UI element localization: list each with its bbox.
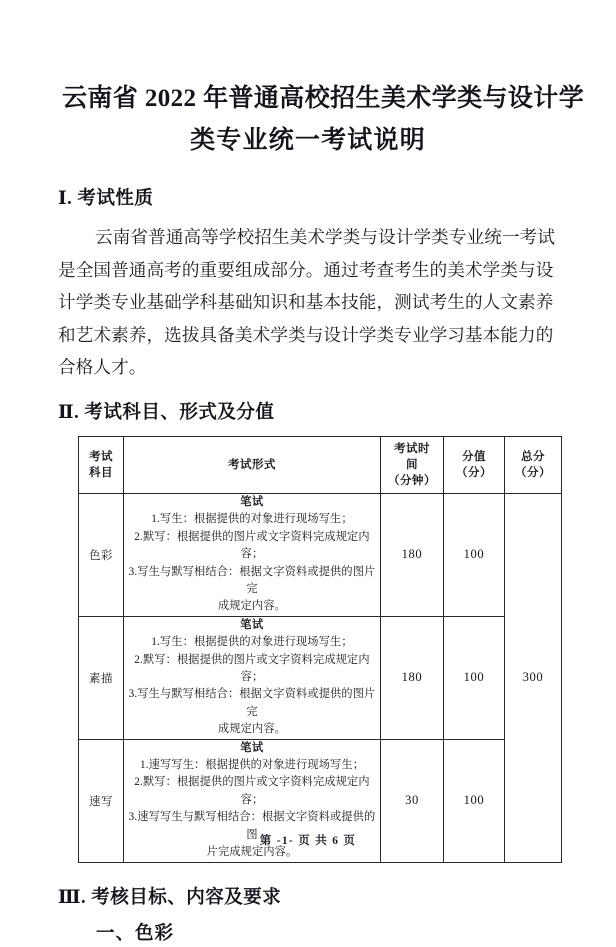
column-header-form (124, 436, 381, 493)
cell-score: 100 (444, 493, 505, 616)
form-item: 成规定内容。 (217, 723, 287, 736)
cell-time: 180 (381, 616, 444, 739)
subsection-heading-color: 一、色彩 (96, 923, 175, 944)
paragraph-line: 和艺术素养，选拔具备美术学类与设计学类专业学习基本能力的 (58, 324, 554, 345)
form-item: 3.写生与默写相结合：根据文字资料或提供的图片完 (128, 565, 376, 595)
section-heading-2: Ⅱ. 考试科目、形式及分值 (58, 402, 275, 423)
cell-subject: 色彩 (79, 493, 124, 616)
table-header (79, 436, 562, 493)
form-item: 2.默写：根据提供的图片或文字资料完成规定内容； (134, 530, 370, 561)
form-head: 笔试 (240, 741, 264, 754)
section-1-paragraph (0, 221, 616, 384)
header-line: （分钟） (388, 474, 436, 487)
cell-time: 30 (381, 739, 444, 862)
paragraph-line: 是全国普通高考的重要组成部分。通过考查考生的美术学类与设 (58, 259, 554, 280)
section-heading-3: Ⅲ. 考核目标、内容及要求 (58, 887, 282, 908)
form-item: 成规定内容。 (217, 600, 287, 613)
form-item: 3.写生与默写相结合：根据文字资料或提供的图片完 (128, 688, 376, 718)
form-item: 1.写生：根据提供的对象进行现场写生； (151, 636, 353, 649)
exam-table-container (0, 436, 616, 863)
form-item: 2.默写：根据提供的图片或文字资料完成规定内容； (134, 653, 370, 684)
column-header-total (505, 436, 562, 493)
section-heading-1: Ⅰ. 考试性质 (58, 189, 154, 209)
table-header-row (79, 436, 562, 493)
cell-subject: 素描 (79, 616, 124, 739)
form-head: 笔试 (240, 495, 264, 508)
form-item: 1.速写写生：根据提供的对象进行现场写生； (139, 759, 365, 772)
cell-subject: 速写 (79, 739, 124, 862)
cell-time: 180 (381, 493, 444, 616)
column-header-score (444, 436, 505, 493)
table-row (79, 616, 562, 739)
paragraph-line: 云南省普通高等学校招生美术学类与设计学类专业统一考试 (95, 227, 556, 247)
form-item: 片完成规定内容。 (206, 846, 298, 859)
cell-score: 100 (444, 739, 505, 862)
table-body (79, 493, 562, 862)
page-footer: 第 -1- 页 共 6 页 (259, 835, 357, 847)
header-line: 总分 (521, 450, 545, 463)
paragraph-line: 计学类专业基础学科基础知识和基本技能，测试考生的人文素养 (58, 292, 554, 313)
form-item: 2.默写：根据提供的图片或文字资料完成规定内容； (134, 776, 370, 806)
form-item: 3.速写写生与默写相结合：根据文字资料或提供的图 (128, 811, 376, 841)
title-line-2: 类专业统一考试说明 (190, 127, 426, 154)
header-line: 间 (406, 458, 418, 471)
paragraph-line: 合格人才。 (58, 357, 147, 378)
header-line: 科目 (89, 466, 113, 479)
page-title (0, 0, 616, 162)
column-header-time (381, 436, 444, 493)
column-header-subject (79, 436, 124, 493)
cell-score: 100 (444, 616, 505, 739)
header-line: 考试 (89, 450, 113, 463)
exam-subjects-table (78, 436, 562, 863)
header-line: 考试形式 (228, 458, 276, 471)
header-line: （分） (515, 466, 551, 479)
table-row (79, 493, 562, 616)
cell-form (124, 616, 381, 739)
cell-total-score: 300 (505, 493, 562, 862)
form-item: 1.写生：根据提供的对象进行现场写生； (151, 513, 353, 526)
form-head: 笔试 (240, 618, 264, 631)
header-line: 分值 (462, 450, 486, 463)
header-line: 考试时 (394, 442, 430, 455)
header-line: （分） (456, 466, 492, 479)
title-line-1: 云南省 2022 年普通高校招生美术学类与设计学 (62, 85, 585, 112)
cell-form (124, 493, 381, 616)
